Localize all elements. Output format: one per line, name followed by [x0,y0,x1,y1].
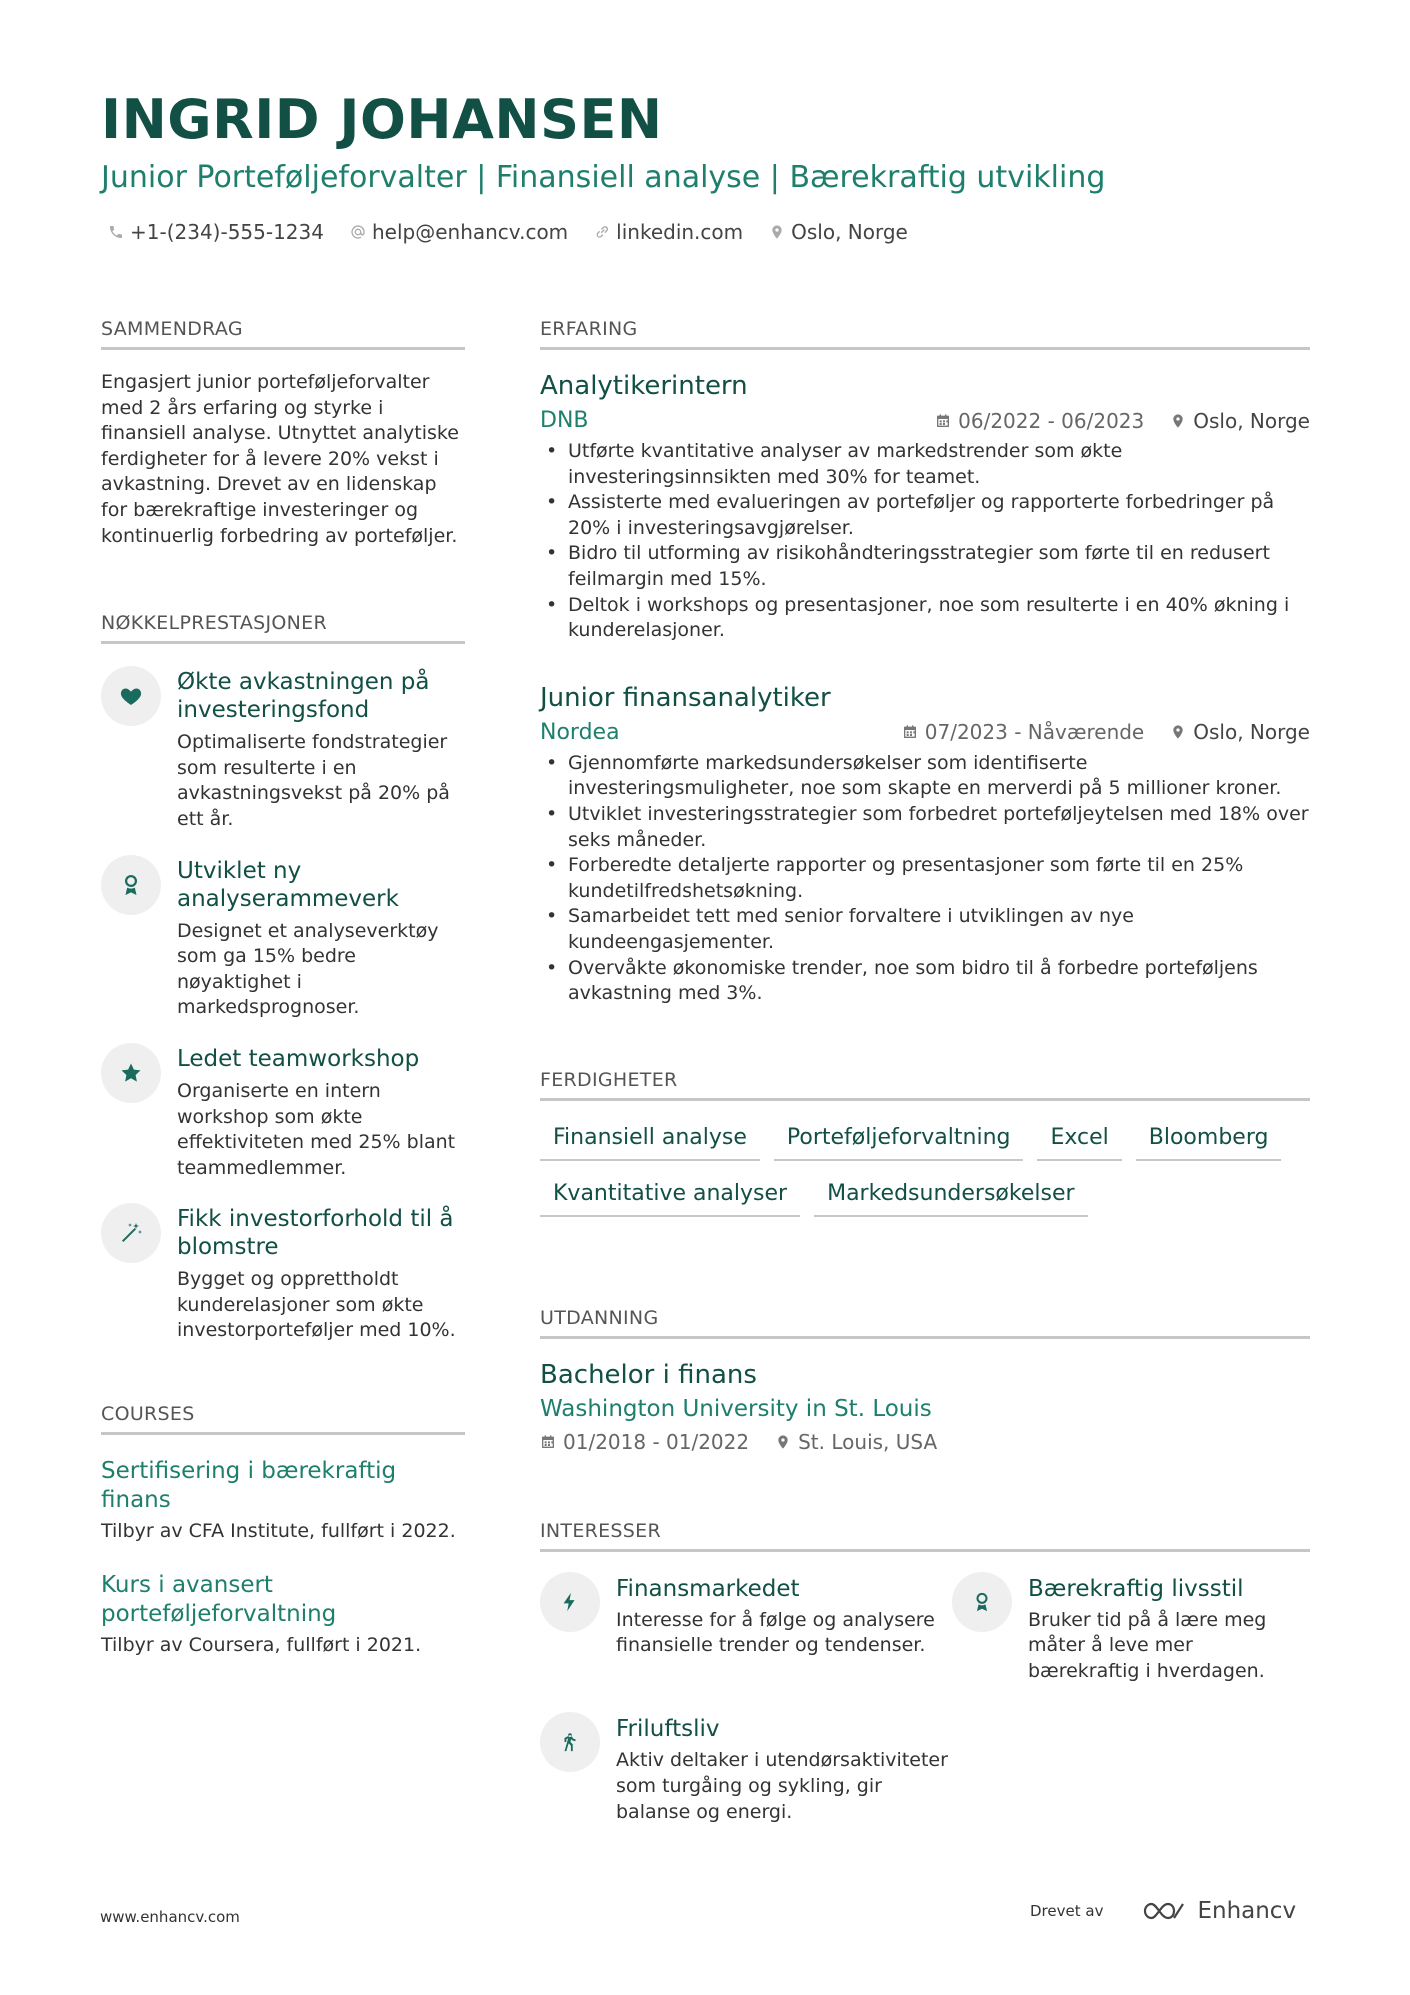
degree-title: Bachelor i finans [540,1359,757,1390]
courses-section [101,1403,465,1658]
skill-tag: Excel [1037,1119,1121,1161]
powered-by-label: Drevet av [1030,1902,1104,1920]
interest-title: Bærekraftig livsstil [1028,1575,1244,1602]
job-dates: 06/2022 - 06/2023 [935,409,1144,433]
job-location: Oslo, Norge [1170,409,1310,433]
achievement-desc: Bygget og opprettholdt kunderelasjoner som økte investorporteføljer med 10%. [177,1268,456,1342]
phone-text: +1-(234)-555-1234 [130,220,324,244]
job-title: Junior finansanalytiker [540,682,831,713]
achievement-title: Ledet teamworkshop [177,1045,420,1072]
email-text: help@enhancv.com [371,220,569,244]
job-entry [540,682,1310,1007]
summary-text: Engasjert junior porteføljeforvalter med 2 års erfaring og styrke i finansiell analyse. Utnyttet analytiske ferdigheter for å levere 20% vekst i avkastning. Drevet av en lidenskap for bærekraftige investeringer og kontinuerlig forbedring av porteføljer. [101,371,459,547]
experience-heading: ERFARING [540,318,1310,350]
contact-location [769,220,908,244]
achievements-section [101,612,465,1344]
education-dates: 01/2018 - 01/2022 [540,1430,749,1454]
award-icon [101,855,161,915]
bullet-item: • Utviklet investeringsstrategier som forbedret porteføljeytelsen med 18% over seks måneder. [540,802,1310,853]
course-desc: Tilbyr av Coursera, fullført i 2021. [101,1633,422,1656]
education-heading: UTDANNING [540,1307,1310,1339]
achievement-item [101,1043,465,1181]
course-item [101,1571,465,1659]
job-location: Oslo, Norge [1170,720,1310,744]
location-pin-icon [1170,724,1186,740]
interest-item [540,1712,952,1825]
skill-tag: Kvantitative analyser [540,1175,800,1217]
job-dates: 07/2023 - Nåværende [902,720,1144,744]
hiking-icon [540,1712,600,1772]
brand-name: Enhancv [1197,1898,1297,1924]
at-icon [350,224,366,240]
achievement-desc: Designet et analyseverktøy som ga 15% bedre nøyaktighet i markedsprognoser. [177,919,439,1019]
calendar-icon [902,724,918,740]
contact-email[interactable] [350,220,568,244]
location-pin-icon [1170,413,1186,429]
skills-heading: FERDIGHETER [540,1069,1310,1101]
achievements-heading: NØKKELPRESTASJONER [101,612,465,644]
brand-logo[interactable] [1141,1898,1296,1924]
bullet-item: • Forberedte detaljerte rapporter og presentasjoner som førte til en 25% kundetilfredshetsøkning. [540,853,1310,904]
heart-icon [101,666,161,726]
education-location: St. Louis, USA [775,1430,937,1454]
phone-icon [108,224,124,240]
bullet-item: • Overvåkte økonomiske trender, noe som bidro til å forbedre porteføljens avkastning med 3%. [540,956,1310,1007]
link-icon [594,224,610,240]
linkedin-text: linkedin.com [616,220,744,244]
course-desc: Tilbyr av CFA Institute, fullført i 2022. [101,1520,456,1543]
achievement-item [101,666,465,832]
candidate-name: INGRID JOHANSEN [101,88,663,151]
magic-wand-icon [101,1203,161,1263]
skill-tag: Markedsundersøkelser [814,1175,1087,1217]
bullet-item: • Assisterte med evalueringen av porteføljer og rapporterte forbedringer på 20% i investeringsavgjørelser. [540,490,1310,541]
lightning-icon [540,1572,600,1632]
headline: Junior Porteføljeforvalter | Finansiell analyse | Bærekraftig utvikling [101,160,1106,195]
enhancv-logo-icon [1141,1899,1187,1923]
skill-tag: Porteføljeforvaltning [774,1119,1024,1161]
location-text: Oslo, Norge [791,220,908,244]
bullet-item: • Samarbeidet tett med senior forvaltere i utviklingen av nye kundeengasjementer. [540,904,1310,955]
bullet-item: • Gjennomførte markedsundersøkelser som identifiserte investeringsmuligheter, noe som skapte en merverdi på 5 millioner kroner. [540,751,1310,802]
star-icon [101,1043,161,1103]
interest-item [952,1572,1310,1685]
achievement-item [101,1203,465,1344]
achievement-desc: Organiserte en intern workshop som økte effektiviteten med 25% blant teammedlemmer. [177,1079,456,1179]
interests-section [540,1520,1310,1826]
job-title: Analytikerintern [540,371,748,401]
left-column [101,318,465,1658]
company-name: DNB [540,408,589,433]
interest-desc: Aktiv deltaker i utendørsaktiviteter som turgåing og sykling, gir balanse og energi. [616,1749,948,1823]
skill-tag: Finansiell analyse [540,1119,760,1161]
course-title: Sertifisering i bærekraftig finans [101,1458,397,1514]
achievement-desc: Optimaliserte fondstrategier som resulterte i en avkastningsvekst på 20% på ett år. [177,731,450,830]
contact-bar [108,220,908,244]
job-bullets [540,751,1310,1007]
location-pin-icon [775,1434,791,1450]
calendar-icon [540,1434,556,1450]
contact-phone[interactable] [108,220,324,244]
award-icon [952,1572,1012,1632]
summary-heading: SAMMENDRAG [101,318,465,350]
footer-website[interactable]: www.enhancv.com [100,1908,240,1926]
company-name: Nordea [540,719,620,745]
footer-branding [1030,1898,1296,1924]
bullet-item: • Utførte kvantitative analyser av markedstrender som økte investeringsinnsikten med 30% for teamet. [540,439,1310,490]
interests-heading: INTERESSER [540,1520,1310,1552]
job-entry [540,370,1310,644]
school-name: Washington University in St. Louis [540,1395,932,1422]
courses-heading: COURSES [101,1403,465,1435]
interest-title: Finansmarkedet [616,1575,800,1602]
interest-title: Friluftsliv [616,1716,720,1743]
location-pin-icon [769,224,785,240]
course-title: Kurs i avansert porteføljeforvaltning [101,1571,337,1627]
interest-desc: Interesse for å følge og analysere finansielle trender og tendenser. [616,1608,935,1657]
skill-tag: Bloomberg [1136,1119,1282,1161]
achievement-title: Økte avkastningen på investeringsfond [177,669,430,724]
education-section [540,1307,1310,1454]
achievement-title: Fikk investorforhold til å blomstre [177,1206,454,1261]
interest-item [540,1572,952,1685]
bullet-item: • Bidro til utforming av risikohåndteringsstrategier som førte til en redusert feilmargin med 15%. [540,541,1310,592]
achievement-title: Utviklet ny analyserammeverk [177,857,399,912]
interest-desc: Bruker tid på å lære meg måter å leve mer bærekraftig i hverdagen. [1028,1608,1267,1682]
course-item [101,1457,465,1545]
calendar-icon [935,413,951,429]
skills-section [540,1069,1310,1231]
right-column [540,318,1310,1825]
job-bullets [540,439,1310,644]
achievement-item [101,855,465,1021]
bullet-item: • Deltok i workshops og presentasjoner, noe som resulterte i en 40% økning i kunderelasjoner. [540,593,1310,644]
contact-linkedin[interactable] [594,220,743,244]
